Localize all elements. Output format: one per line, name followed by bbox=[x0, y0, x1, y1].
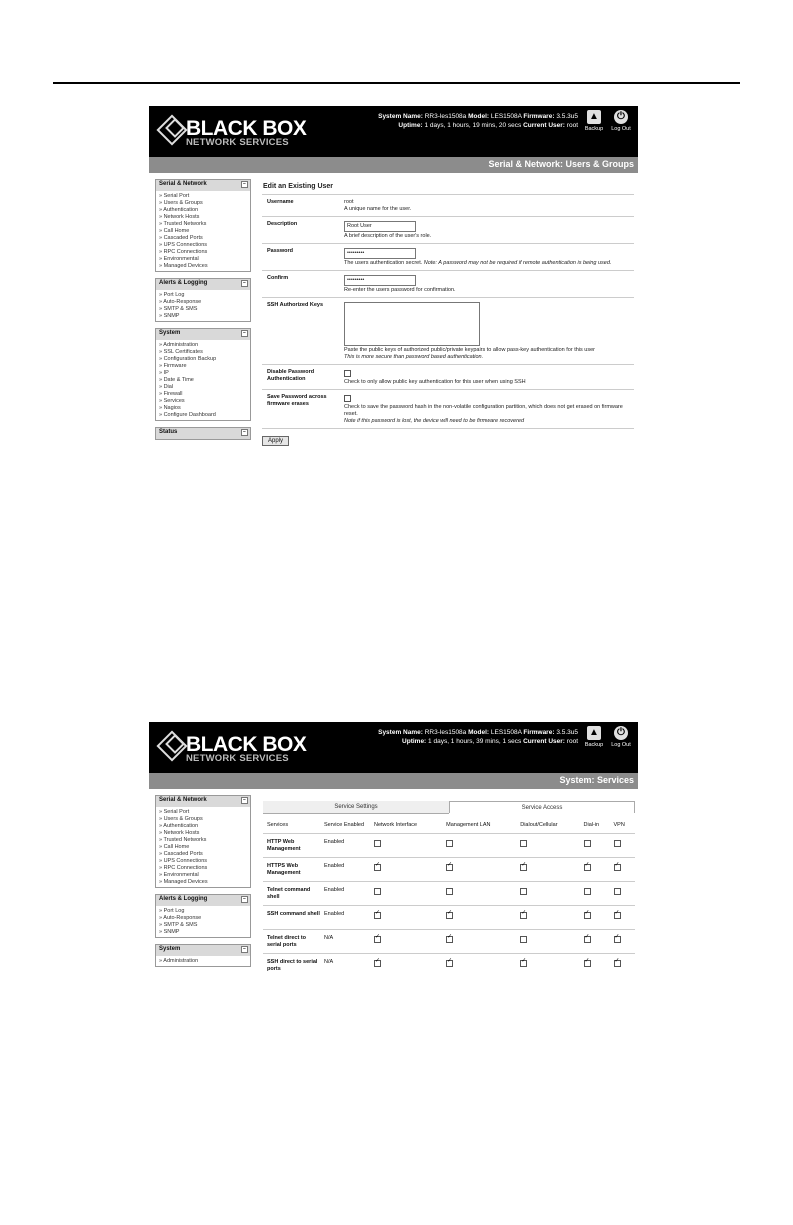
logout-button[interactable]: ⏻ Log Out bbox=[611, 727, 631, 748]
current-user: root bbox=[566, 738, 578, 745]
collapse-icon[interactable]: − bbox=[241, 429, 248, 436]
access-checkbox[interactable] bbox=[614, 864, 621, 871]
sidebar-section-serial-network: Serial & Network − » Serial Port » Users & Groups » Authentication » Network Hosts » Trusted Networks » Call Home » Cascaded Ports » UPS Connections » RPC Connections » Environmental » Managed Devices bbox=[155, 179, 251, 272]
sidebar-section-system: System − » Administration » SSL Certificates » Configuration Backup » Firmware » IP » Date & Time » Dial » Firewall » Services » Nagios » Configure Dashboard bbox=[155, 328, 251, 421]
backup-icon: ▲ bbox=[587, 110, 601, 124]
page-top-rule bbox=[53, 82, 740, 84]
power-icon: ⏻ bbox=[614, 110, 628, 124]
header-bar bbox=[149, 722, 638, 773]
sidebar-item[interactable]: » SMTP & SMS bbox=[159, 922, 198, 928]
ssh-keys-row: SSH Authorized Keys Paste the public keys of authorized public/private keypairs to allow pass-key authentication for this user This is more secure than password based authentication. bbox=[262, 298, 634, 365]
sidebar-item[interactable]: » Serial Port bbox=[159, 809, 190, 815]
system-info: System Name: RR3-les1508a Model: LES1508A Firmware: 3.5.3u5 Uptime: 1 days, 1 hours, 19 mins, 20 secs Current User: root bbox=[378, 113, 578, 129]
access-checkbox[interactable] bbox=[520, 888, 527, 895]
users-groups-screenshot bbox=[149, 106, 638, 468]
table-row bbox=[263, 834, 635, 858]
sidebar-item[interactable]: » Dial bbox=[159, 384, 174, 390]
access-checkbox[interactable] bbox=[374, 840, 381, 847]
logout-button[interactable]: ⏻ Log Out bbox=[611, 111, 631, 132]
sidebar-item[interactable]: » SSL Certificates bbox=[159, 349, 203, 355]
header-bar bbox=[149, 106, 638, 157]
table-header-row bbox=[263, 819, 635, 834]
access-checkbox[interactable] bbox=[614, 960, 621, 967]
access-checkbox[interactable] bbox=[374, 864, 381, 871]
sidebar-item[interactable]: » Administration bbox=[159, 342, 199, 348]
access-checkbox[interactable] bbox=[584, 888, 591, 895]
sidebar-item[interactable]: » Firmware bbox=[159, 363, 187, 369]
model: LES1508A bbox=[490, 729, 522, 736]
collapse-icon[interactable]: − bbox=[241, 946, 248, 953]
column-header: Service Enabled bbox=[324, 822, 365, 828]
confirm-row: Confirm ••••••••• Re-enter the users password for confirmation. bbox=[262, 271, 634, 298]
access-checkbox[interactable] bbox=[446, 888, 453, 895]
sidebar-item[interactable]: » Managed Devices bbox=[159, 879, 208, 885]
access-checkbox[interactable] bbox=[584, 936, 591, 943]
sidebar-item[interactable]: » Serial Port bbox=[159, 193, 190, 199]
sidebar-item[interactable]: » Date & Time bbox=[159, 377, 194, 383]
column-header: Network Interface bbox=[374, 822, 418, 828]
services-screenshot bbox=[149, 722, 638, 982]
sidebar-item[interactable]: » SNMP bbox=[159, 929, 180, 935]
access-checkbox[interactable] bbox=[614, 936, 621, 943]
description-row: Description Root User A brief description of the user's role. bbox=[262, 217, 634, 244]
ssh-keys-textarea[interactable] bbox=[344, 302, 480, 346]
access-checkbox[interactable] bbox=[446, 864, 453, 871]
edit-user-form bbox=[262, 181, 634, 447]
page-title-bar bbox=[149, 773, 638, 789]
sidebar-item[interactable]: » Authentication bbox=[159, 207, 199, 213]
access-checkbox[interactable] bbox=[374, 960, 381, 967]
sidebar-item[interactable]: » Call Home bbox=[159, 844, 190, 850]
service-enabled: Enabled bbox=[322, 882, 372, 906]
sidebar bbox=[155, 795, 251, 973]
access-checkbox[interactable] bbox=[520, 936, 527, 943]
sidebar-item[interactable]: » RPC Connections bbox=[159, 249, 208, 255]
access-checkbox[interactable] bbox=[520, 864, 527, 871]
sidebar-item[interactable]: » SNMP bbox=[159, 313, 180, 319]
sidebar-item[interactable]: » Nagios bbox=[159, 405, 181, 411]
sidebar-item[interactable]: » IP bbox=[159, 370, 169, 376]
access-checkbox[interactable] bbox=[614, 840, 621, 847]
collapse-icon[interactable]: − bbox=[241, 896, 248, 903]
apply-button[interactable]: Apply bbox=[262, 436, 289, 446]
sidebar-item[interactable]: » Environmental bbox=[159, 256, 199, 262]
service-enabled: Enabled bbox=[322, 834, 372, 858]
access-checkbox[interactable] bbox=[374, 912, 381, 919]
sidebar-item[interactable]: » SMTP & SMS bbox=[159, 306, 198, 312]
username-value: root bbox=[344, 199, 354, 205]
sidebar-section-alerts-logging: Alerts & Logging − » Port Log » Auto-Response » SMTP & SMS » SNMP bbox=[155, 278, 251, 322]
service-name: SSH direct to serial ports bbox=[263, 954, 322, 978]
service-name: SSH command shell bbox=[263, 906, 322, 930]
service-name: Telnet command shell bbox=[263, 882, 322, 906]
uptime: 1 days, 1 hours, 39 mins, 1 secs bbox=[428, 738, 522, 745]
sidebar-item[interactable]: » Cascaded Ports bbox=[159, 235, 203, 241]
access-checkbox[interactable] bbox=[520, 960, 527, 967]
table-row bbox=[263, 906, 635, 930]
sidebar-item[interactable]: » Services bbox=[159, 398, 185, 404]
table-row bbox=[263, 882, 635, 906]
sidebar-item[interactable]: » Users & Groups bbox=[159, 816, 203, 822]
sidebar-item[interactable]: » Port Log bbox=[159, 908, 185, 914]
sidebar-item[interactable]: » Firewall bbox=[159, 391, 183, 397]
backup-button[interactable]: ▲ Backup bbox=[584, 727, 604, 748]
access-checkbox[interactable] bbox=[446, 912, 453, 919]
sidebar-item[interactable]: » Managed Devices bbox=[159, 263, 208, 269]
sidebar-item[interactable]: » Network Hosts bbox=[159, 830, 200, 836]
firmware: 3.5.3u5 bbox=[556, 729, 578, 736]
page-title-bar bbox=[149, 157, 638, 173]
sidebar-item[interactable]: » UPS Connections bbox=[159, 242, 207, 248]
description-input[interactable]: Root User bbox=[344, 221, 416, 232]
page-title: Serial & Network: Users & Groups bbox=[488, 159, 634, 169]
save-password-checkbox[interactable] bbox=[344, 395, 351, 402]
backup-button[interactable]: ▲ Backup bbox=[584, 111, 604, 132]
service-enabled: Enabled bbox=[322, 906, 372, 930]
sidebar-section-serial-network: Serial & Network − » Serial Port » Users & Groups » Authentication » Network Hosts » Trusted Networks » Call Home » Cascaded Ports » UPS Connections » RPC Connections » Environmental » Managed Devices bbox=[155, 795, 251, 888]
username-row: Username root A unique name for the user. bbox=[262, 195, 634, 217]
password-row: Password ••••••••• The users authentication secret. Note: A password may not be required if remote authentication is being used. bbox=[262, 244, 634, 271]
access-checkbox[interactable] bbox=[374, 888, 381, 895]
logo-main-text: BLACK BOX bbox=[186, 733, 307, 756]
current-user: root bbox=[566, 122, 578, 129]
column-header: Dialout/Cellular bbox=[520, 822, 558, 828]
sidebar-item[interactable]: » Trusted Networks bbox=[159, 837, 207, 843]
sidebar-item[interactable]: » Administration bbox=[159, 958, 199, 964]
access-checkbox[interactable] bbox=[374, 936, 381, 943]
service-tabs bbox=[263, 801, 635, 813]
service-enabled: Enabled bbox=[322, 858, 372, 882]
column-header: Management LAN bbox=[446, 822, 491, 828]
table-row bbox=[263, 954, 635, 978]
sidebar-section-status: Status − bbox=[155, 427, 251, 440]
logo-sub-text: NETWORK SERVICES bbox=[186, 753, 289, 764]
sidebar-section-alerts-logging: Alerts & Logging − » Port Log » Auto-Response » SMTP & SMS » SNMP bbox=[155, 894, 251, 938]
uptime: 1 days, 1 hours, 19 mins, 20 secs bbox=[424, 122, 522, 129]
logo-sub-text: NETWORK SERVICES bbox=[186, 137, 289, 148]
sidebar-item[interactable]: » Users & Groups bbox=[159, 200, 203, 206]
access-checkbox[interactable] bbox=[520, 840, 527, 847]
black-box-logo bbox=[161, 733, 307, 764]
access-checkbox[interactable] bbox=[614, 888, 621, 895]
firmware: 3.5.3u5 bbox=[556, 113, 578, 120]
tab-service-settings[interactable]: Service Settings bbox=[263, 801, 449, 814]
form-title: Edit an Existing User bbox=[263, 183, 334, 190]
save-password-row: Save Password across firmware erases Check to save the password hash in the non-volatile configuration partition, which does not get erased on firmware reset. Note if this password is lost, the device will need to be firmware recovered bbox=[262, 390, 634, 429]
logo-main-text: BLACK BOX bbox=[186, 117, 307, 140]
service-enabled: N/A bbox=[322, 930, 372, 954]
access-checkbox[interactable] bbox=[614, 912, 621, 919]
system-info: System Name: RR3-les1508a Model: LES1508A Firmware: 3.5.3u5 Uptime: 1 days, 1 hours, 39 mins, 1 secs Current User: root bbox=[378, 729, 578, 745]
sidebar-item[interactable]: » Port Log bbox=[159, 292, 185, 298]
access-checkbox[interactable] bbox=[520, 912, 527, 919]
sidebar-item[interactable]: » Auto-Response bbox=[159, 915, 202, 921]
access-checkbox[interactable] bbox=[584, 864, 591, 871]
sidebar-item[interactable]: » Authentication bbox=[159, 823, 199, 829]
collapse-icon[interactable]: − bbox=[241, 797, 248, 804]
system-name: RR3-les1508a bbox=[424, 729, 467, 736]
system-name: RR3-les1508a bbox=[424, 113, 467, 120]
column-header: Services bbox=[267, 822, 289, 828]
collapse-icon[interactable]: − bbox=[241, 181, 248, 188]
service-name: HTTP Web Management bbox=[263, 834, 322, 858]
black-box-logo bbox=[161, 117, 307, 148]
table-row bbox=[263, 858, 635, 882]
sidebar-item[interactable]: » Cascaded Ports bbox=[159, 851, 203, 857]
access-checkbox[interactable] bbox=[584, 840, 591, 847]
sidebar-item[interactable]: » RPC Connections bbox=[159, 865, 208, 871]
access-checkbox[interactable] bbox=[446, 960, 453, 967]
backup-icon: ▲ bbox=[587, 726, 601, 740]
sidebar-item[interactable]: » Trusted Networks bbox=[159, 221, 207, 227]
sidebar-item[interactable]: » Call Home bbox=[159, 228, 190, 234]
sidebar-item[interactable]: » Configure Dashboard bbox=[159, 412, 216, 418]
sidebar-item[interactable]: » Configuration Backup bbox=[159, 356, 217, 362]
access-checkbox[interactable] bbox=[584, 960, 591, 967]
collapse-icon[interactable]: − bbox=[241, 280, 248, 287]
page-title: System: Services bbox=[559, 775, 634, 785]
sidebar-item[interactable]: » UPS Connections bbox=[159, 858, 207, 864]
password-input[interactable]: ••••••••• bbox=[344, 248, 416, 259]
column-header: Dial-in bbox=[583, 822, 600, 828]
access-checkbox[interactable] bbox=[446, 936, 453, 943]
disable-password-checkbox[interactable] bbox=[344, 370, 351, 377]
access-checkbox[interactable] bbox=[584, 912, 591, 919]
sidebar-item[interactable]: » Network Hosts bbox=[159, 214, 200, 220]
service-name: HTTPS Web Management bbox=[263, 858, 322, 882]
tab-service-access[interactable]: Service Access bbox=[449, 801, 635, 813]
access-checkbox[interactable] bbox=[446, 840, 453, 847]
service-access-table bbox=[263, 819, 635, 977]
service-enabled: N/A bbox=[322, 954, 372, 978]
collapse-icon[interactable]: − bbox=[241, 330, 248, 337]
sidebar-item[interactable]: » Environmental bbox=[159, 872, 199, 878]
model: LES1508A bbox=[490, 113, 522, 120]
power-icon: ⏻ bbox=[614, 726, 628, 740]
disable-password-row: Disable Password Authentication Check to only allow public key authentication for this user when using SSH bbox=[262, 365, 634, 390]
column-header: VPN bbox=[613, 822, 625, 828]
confirm-password-input[interactable]: ••••••••• bbox=[344, 275, 416, 286]
table-row bbox=[263, 930, 635, 954]
sidebar-item[interactable]: » Auto-Response bbox=[159, 299, 202, 305]
service-name: Telnet direct to serial ports bbox=[263, 930, 322, 954]
sidebar bbox=[155, 179, 251, 446]
sidebar-section-system: System − » Administration bbox=[155, 944, 251, 967]
